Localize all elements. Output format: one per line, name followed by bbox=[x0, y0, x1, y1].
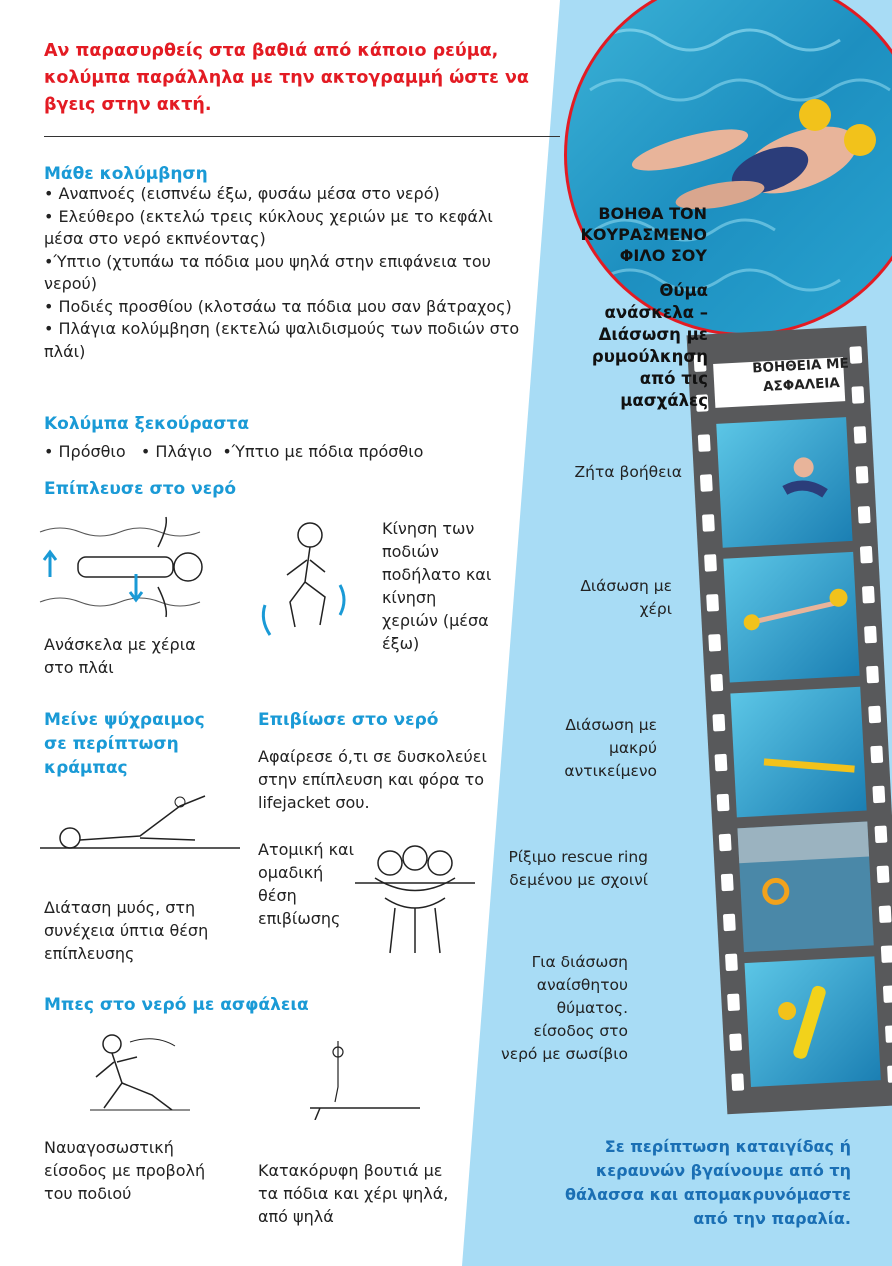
rest-swimming-list bbox=[44, 441, 423, 464]
stride-jump-illustration bbox=[90, 1032, 190, 1122]
step-hand-rescue: Διάσωση με χέρι bbox=[580, 577, 672, 618]
film-frame-1 bbox=[716, 417, 852, 548]
list-item: • Πρόσθιο bbox=[44, 442, 126, 461]
rest-swimming-heading: Κολύμπα ξεκούραστα bbox=[44, 414, 250, 434]
step-call-help: Ζήτα βοήθεια bbox=[574, 463, 682, 481]
vertical-jump-illustration bbox=[310, 1040, 420, 1120]
film-frame-2 bbox=[723, 552, 859, 683]
survive-heading: Επιβίωσε στο νερό bbox=[258, 710, 439, 730]
film-frame-5 bbox=[745, 956, 881, 1087]
list-item: • Ποδιές προσθίου (κλοτσάω τα πόδια μου σαν βάτραχος) bbox=[44, 296, 512, 316]
learn-swimming-list bbox=[44, 183, 534, 363]
film-frame-3 bbox=[730, 687, 866, 818]
help-tired-friend-subtitle: Θύμα ανάσκελα – Διάσωση με ρυμούλκηση από τις μασχάλες bbox=[591, 281, 708, 410]
list-item: • Πλάγια κολύμβηση (εκτελώ ψαλιδισμούς των ποδιών στο πλάι) bbox=[44, 319, 520, 361]
list-item: •Ύπτιο με πόδια πρόσθιο bbox=[222, 442, 424, 461]
cramp-heading: Μείνε ψύχραιμος σε περίπτωση κράμπας bbox=[44, 710, 205, 778]
divider bbox=[44, 136, 560, 137]
bicycle-kick-caption: Κίνηση των ποδιών ποδήλατο και κίνηση χεριών (μέσα έξω) bbox=[382, 519, 492, 653]
survive-text: Αφαίρεσε ό,τι σε δυσκολεύει στην επίπλευση και φόρα το lifejacket σου. bbox=[258, 747, 487, 812]
bicycle-kick-illustration bbox=[255, 515, 355, 640]
storm-warning: Σε περίπτωση καταιγίδας ή κεραυνών βγαίνουμε από τη θάλασσα και απομακρυνόμαστε από την παραλία. bbox=[564, 1137, 851, 1228]
list-item: •Ύπτιο (χτυπάω τα πόδια μου ψηλά στην επιφάνεια του νερού) bbox=[44, 251, 491, 293]
vertical-jump-caption: Κατακόρυφη βουτιά με τα πόδια και χέρι ψηλά, από ψηλά bbox=[258, 1161, 449, 1226]
cramp-caption: Διάταση μυός, στη συνέχεια ύπτια θέση επίπλευσης bbox=[44, 898, 209, 963]
safe-help-label: ΒΟΗΘΕΙΑ ΜΕ ΑΣΦΑΛΕΙΑ bbox=[751, 355, 850, 395]
step-unconscious-victim: Για διάσωση αναίσθητου θύματος. είσοδος στο νερό με σωσίβιο bbox=[501, 953, 628, 1063]
float-heading: Επίπλευσε στο νερό bbox=[44, 479, 237, 499]
survive-caption: Ατομική και ομαδική θέση επιβίωσης bbox=[258, 840, 355, 928]
help-tired-friend-title: ΒΟΗΘΑ ΤΟΝ ΚΟΥΡΑΣΜΕΝΟ ΦΙΛΟ ΣΟΥ bbox=[580, 204, 707, 265]
cramp-stretch-illustration bbox=[40, 790, 240, 860]
list-item: • Ελεύθερο (εκτελώ τρεις κύκλους χεριών με το κεφάλι μέσα στο νερό εκπνέοντας) bbox=[44, 206, 493, 248]
group-survival-illustration bbox=[355, 838, 475, 958]
learn-swimming-heading: Μάθε κολύμβηση bbox=[44, 164, 208, 184]
current-warning: Αν παρασυρθείς στα βαθιά από κάποιο ρεύμα, κολύμπα παράλληλα με την ακτογραμμή ώστε να βγεις στην ακτή. bbox=[44, 41, 529, 115]
list-item: • Πλάγιο bbox=[140, 442, 213, 461]
list-item: • Αναπνοές (εισπνέω έξω, φυσάω μέσα στο νερό) bbox=[44, 184, 440, 203]
back-float-caption: Ανάσκελα με χέρια στο πλάι bbox=[44, 635, 196, 677]
entry-heading: Μπες στο νερό με ασφάλεια bbox=[44, 995, 309, 1015]
film-frame-4 bbox=[737, 822, 873, 953]
back-float-illustration bbox=[38, 512, 218, 622]
step-long-object: Διάσωση με μακρύ αντικείμενο bbox=[564, 716, 657, 780]
step-rescue-ring: Ρίξιμο rescue ring δεμένου με σχοινί bbox=[508, 848, 648, 889]
stride-jump-caption: Ναυαγοσωστική είσοδος με προβολή του ποδιού bbox=[44, 1138, 206, 1203]
